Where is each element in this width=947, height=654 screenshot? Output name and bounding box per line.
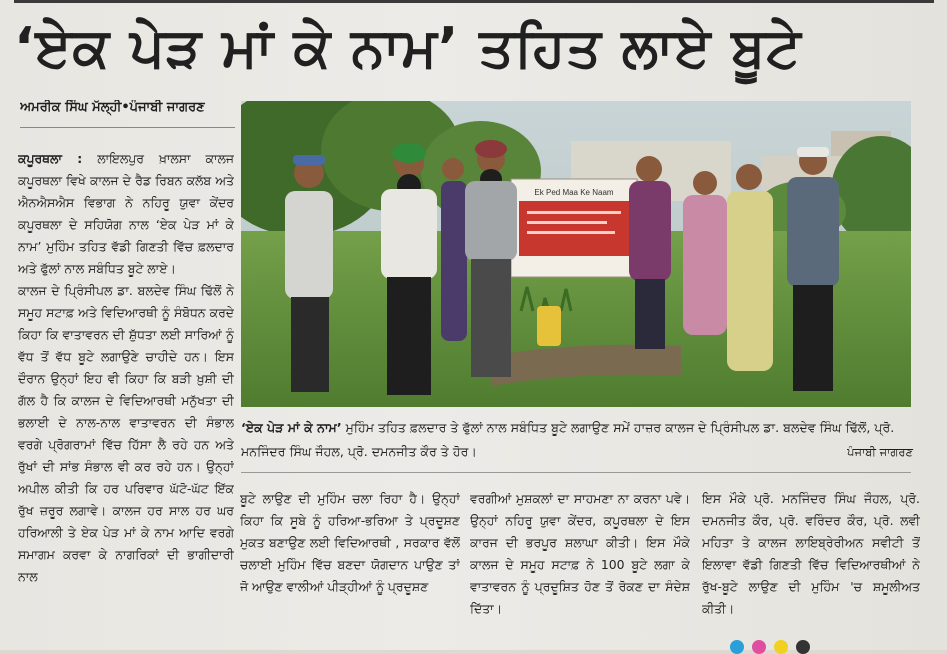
article-lead-text: ਲਾਇਲਪੁਰ ਖ਼ਾਲਸਾ ਕਾਲਜ ਕਪੂਰਥਲਾ ਵਿਖੇ ਕਾਲਜ ਦੇ ਰੈਡ ਰਿਬਨ ਕਲੱਬ ਅਤੇ ਐਨਐਸਐਸ ਵਿਭਾਗ ਨੇ ਨਹਿਰੂ ਯੁਵਾ ਕੇਂਦਰ ਕਪੂਰਥਲਾ ਦੇ ਸਹਿਯੋਗ ਨਾਲ ‘ਏਕ ਪੇੜ ਮਾਂ ਕੇ ਨਾਮ’ ਮੁਹਿੰਮ ਤਹਿਤ ਵੱਡੀ ਗਿਣਤੀ ਵਿੱਚ ਫ਼ਲਦਾਰ ਅਤੇ ਫੁੱਲਾਂ ਨਾਲ ਸਬੰਧਿਤ ਬੂਟੇ ਲਾਏ। bbox=[18, 151, 234, 276]
photo-caption bbox=[241, 416, 911, 466]
person-6 bbox=[683, 171, 727, 335]
article-column-4: ਇਸ ਮੌਕੇ ਪ੍ਰੋ. ਮਨਜਿੰਦਰ ਸਿੰਘ ਜੌਹਲ, ਪ੍ਰੋ. ਦਮਨਜੀਤ ਕੌਰ, ਪ੍ਰੋ. ਵਰਿੰਦਰ ਕੌਰ, ਪ੍ਰੋ. ਲਵੀ ਮਹਿਤਾ ਤੇ ਕਾਲਜ ਲਾਇਬ੍ਰੇਰੀਅਨ ਸਵੀਟੀ ਤੋਂ ਇਲਾਵਾ ਵੱਡੀ ਗਿਣਤੀ ਵਿੱਚ ਵਿਦਿਆਰਥੀਆਂ ਨੇ ਰੁੱਖ-ਬੂਟੇ ਲਾਉਣ ਦੀ ਮੁਹਿੰਮ 'ਚ ਸ਼ਮੂਲੀਅਤ ਕੀਤੀ। bbox=[702, 491, 920, 616]
plantation-photo-illustration bbox=[241, 101, 911, 407]
article-column-1 bbox=[18, 148, 234, 643]
person-8 bbox=[787, 147, 839, 391]
photo-credit: ਪੰਜਾਬੀ ਜਾਗਰਣ bbox=[847, 445, 913, 459]
headline: ‘ਏਕ ਪੇੜ ਮਾਂ ਕੇ ਨਾਮ’ ਤਹਿਤ ਲਾਏ ਬੂਟੇ bbox=[14, 16, 802, 79]
banner-text: Ek Ped Maa Ke Naam bbox=[534, 188, 614, 197]
registration-mark-black bbox=[796, 640, 810, 654]
caption-divider bbox=[241, 472, 911, 473]
byline-divider bbox=[20, 127, 235, 128]
registration-mark-yellow bbox=[774, 640, 788, 654]
caption-text: ਮੁਹਿੰਮ ਤਹਿਤ ਫ਼ਲਦਾਰ ਤੇ ਫੁੱਲਾਂ ਨਾਲ ਸਬੰਧਿਤ ਬੂਟੇ ਲਗਾਉਣ ਸਮੇਂ ਹਾਜ਼ਰ ਕਾਲਜ ਦੇ ਪ੍ਰਿੰਸੀਪਲ ਡਾ. ਬਲਦੇਵ ਸਿੰਘ ਢਿੱਲੋਂ, ਪ੍ਰੋ. ਮਨਜਿੰਦਰ ਸਿੰਘ ਜੌਹਲ, ਪ੍ਰੋ. ਦਮਨਜੀਤ ਕੌਰ ਤੇ ਹੋਰ। bbox=[241, 420, 895, 459]
registration-mark-magenta bbox=[752, 640, 766, 654]
article-column-3: ਵਰਗੀਆਂ ਮੁਸ਼ਕਲਾਂ ਦਾ ਸਾਹਮਣਾ ਨਾ ਕਰਨਾ ਪਵੇ। ਉਨ੍ਹਾਂ ਨਹਿਰੂ ਯੁਵਾ ਕੇਂਦਰ, ਕਪੂਰਥਲਾ ਦੇ ਇਸ ਕਾਰਜ ਦੀ ਭਰਪੂਰ ਸ਼ਲਾਘਾ ਕੀਤੀ। ਇਸ ਮੌਕੇ ਕਾਲਜ ਦੇ ਸਮੂਹ ਸਟਾਫ਼ ਨੇ 100 ਬੂਟੇ ਲਗਾ ਕੇ ਵਾਤਾਵਰਨ ਨੂੰ ਪ੍ਰਦੂਸ਼ਿਤ ਹੋਣ ਤੋਂ ਰੋਕਣ ਦਾ ਸੰਦੇਸ਼ ਦਿੱਤਾ। bbox=[470, 491, 690, 616]
article-column-2: ਬੂਟੇ ਲਾਉਣ ਦੀ ਮੁਹਿੰਮ ਚਲਾ ਰਿਹਾ ਹੈ। ਉਨ੍ਹਾਂ ਕਿਹਾ ਕਿ ਸੂਬੇ ਨੂੰ ਹਰਿਆ-ਭਰਿਆ ਤੇ ਪ੍ਰਦੂਸ਼ਣ ਮੁਕਤ ਬਣਾਉਣ ਲਈ ਵਿਦਿਆਰਥੀ , ਸਰਕਾਰ ਵੱਲੋਂ ਚਲਾਈ ਮੁਹਿੰਮ ਵਿੱਚ ਬਣਦਾ ਯੋਗਦਾਨ ਪਾਉਣ ਤਾਂ ਜੋ ਆਉਣ ਵਾਲੀਆਂ ਪੀੜ੍ਹੀਆਂ ਨੂੰ ਪ੍ਰਦੂਸ਼ਣ bbox=[240, 491, 460, 594]
news-photo bbox=[241, 101, 911, 407]
person-3 bbox=[441, 158, 467, 341]
top-rule bbox=[14, 0, 934, 3]
article-paragraph: ਕਾਲਜ ਦੇ ਪ੍ਰਿੰਸੀਪਲ ਡਾ. ਬਲਦੇਵ ਸਿੰਘ ਢਿੱਲੋਂ ਨੇ ਸਮੂਹ ਸਟਾਫ਼ ਅਤੇ ਵਿਦਿਆਰਥੀ ਨੂੰ ਸੰਬੋਧਨ ਕਰਦੇ ਕਿਹਾ ਕਿ ਵਾਤਾਵਰਨ ਦੀ ਸ਼ੁੱਧਤਾ ਲਈ ਸਾਰਿਆਂ ਨੂੰ ਵੱਧ ਤੋਂ ਵੱਧ ਬੂਟੇ ਲਗਾਉਣੇ ਚਾਹੀਦੇ ਹਨ। ਇਸ ਦੌਰਾਨ ਉਨ੍ਹਾਂ ਇਹ ਵੀ ਕਿਹਾ ਕਿ ਬੜੀ ਖ਼ੁਸ਼ੀ ਦੀ ਗੱਲ ਹੈ ਕਿ ਕਾਲਜ ਦੇ ਵਿਦਿਆਰਥੀ ਮਨੁੱਖਤਾ ਦੀ ਭਲਾਈ ਦੇ ਨਾਲ-ਨਾਲ ਵਾਤਾਵਰਨ ਦੀ ਸੰਭਾਲ ਵਰਗੇ ਪ੍ਰੋਗਰਾਮਾਂ ਵਿੱਚ ਹਿੱਸਾ ਲੈ ਰਹੇ ਹਨ ਅਤੇ ਰੁੱਖਾਂ ਦੀ ਸਾਂਭ ਸੰਭਾਲ ਵੀ ਕਰ ਰਹੇ ਹਨ। ਉਨ੍ਹਾਂ ਅਪੀਲ ਕੀਤੀ ਕਿ ਹਰ ਪਰਿਵਾਰ ਘੱਟੋ-ਘੱਟ ਇੱਕ ਰੁੱਖ ਜ਼ਰੂਰ ਲਗਾਵੇ। ਕਾਲਜ ਹਰ ਸਾਲ ਹਰ ਘਰ ਹਰਿਆਲੀ ਤੇ ਏਕ ਪੇੜ ਮਾਂ ਕੇ ਨਾਮ ਆਦਿ ਵਰਗੇ ਸਮਾਗਮ ਕਰਵਾ ਕੇ ਨਾਗਰਿਕਾਂ ਦੀ ਭਾਗੀਦਾਰੀ ਨਾਲ bbox=[18, 283, 234, 584]
caption-title: ‘ਏਕ ਪੇੜ ਮਾਂ ਕੇ ਨਾਮ’ bbox=[241, 420, 342, 435]
article-paragraph bbox=[18, 148, 234, 280]
registration-mark-cyan bbox=[730, 640, 744, 654]
person-7 bbox=[727, 164, 773, 371]
byline: ਅਮਰੀਕ ਸਿੰਘ ਮੱਲ੍ਹੀ•ਪੰਜਾਬੀ ਜਾਗਰਣ bbox=[20, 100, 205, 115]
person-5 bbox=[629, 156, 671, 349]
dateline: ਕਪੂਰਥਲਾ : bbox=[18, 151, 83, 166]
